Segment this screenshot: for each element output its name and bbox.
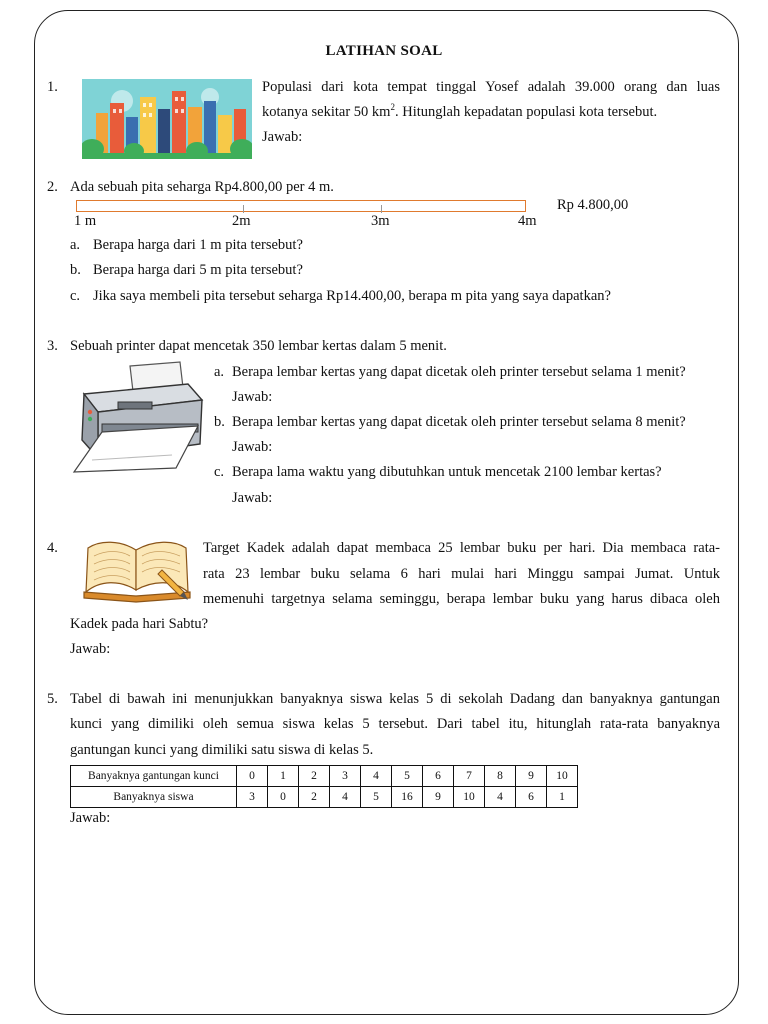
table-cell: 2 [299,787,330,808]
open-book-icon [80,540,194,604]
q4-text-line3: memenuhi targetnya selama seminggu, berapa lembar buku yang harus dibaca oleh [203,591,720,607]
page-border [34,10,739,1015]
city-skyline-icon [82,79,252,159]
table-cell: 16 [392,787,423,808]
q2a-text: Berapa harga dari 1 m pita tersebut? [93,237,303,253]
ruler-label: 1 m [74,213,97,229]
ribbon-bar [76,200,526,212]
q2b-letter: b. [70,262,81,278]
q3c-text: Berapa lama waktu yang dibutuhkan untuk mencetak 2100 lembar kertas? [232,464,662,480]
q3a-answer-label: Jawab: [232,389,273,405]
ribbon-tick [381,205,382,213]
q4-number: 4. [47,540,58,556]
q3-text: Sebuah printer dapat mencetak 350 lembar kertas dalam 5 menit. [70,338,447,354]
q3c-letter: c. [214,464,225,480]
q1-superscript: 2 [390,102,395,113]
q2a-letter: a. [70,237,81,253]
q5-text-line1: Tabel di bawah ini menunjukkan banyaknya siswa kelas 5 di sekolah Dadang dan banyaknya gantungan [70,691,720,707]
ribbon-price-label: Rp 4.800,00 [557,197,629,213]
q1-text-line2 [262,100,720,125]
table-cell: 3 [237,787,268,808]
printer-icon [72,360,210,480]
table-cell: 10 [547,766,578,787]
ruler-label: 3m [371,213,390,229]
keychain-frequency-table [70,765,578,808]
q2c-letter: c. [70,288,81,304]
q3-number: 3. [47,338,58,354]
q2b-text: Berapa harga dari 5 m pita tersebut? [93,262,303,278]
table-cell: 3 [330,766,361,787]
q2-number: 2. [47,179,58,195]
table-cell: 6 [516,787,547,808]
q3c-answer-label: Jawab: [232,490,273,506]
q2c-text: Jika saya membeli pita tersebut seharga Rp14.400,00, berapa m pita yang saya dapatkan? [93,288,611,304]
table-cell: 6 [423,766,454,787]
table-cell: 4 [485,787,516,808]
q1-text-line1: Populasi dari kota tempat tinggal Yosef adalah 39.000 orang dan luas [262,79,720,95]
table-row [71,766,578,787]
q3a-letter: a. [214,364,225,380]
q3b-text: Berapa lembar kertas yang dapat dicetak oleh printer tersebut selama 8 menit? [232,414,686,430]
q4-answer-label: Jawab: [70,641,111,657]
q1-number: 1. [47,79,58,95]
q5-text-line2: kunci yang dimiliki oleh semua siswa kelas 5 tersebut. Dari tabel itu, hitunglah rata-rata banyaknya [70,716,720,732]
table-row-header: Banyaknya siswa [71,787,237,808]
q5-answer-label: Jawab: [70,810,111,826]
ruler-label: 2m [232,213,251,229]
q2-text: Ada sebuah pita seharga Rp4.800,00 per 4 m. [70,179,334,195]
q1-line2-rest: . Hitunglah kepadatan populasi kota tersebut. [394,104,658,120]
q5-number: 5. [47,691,58,707]
table-cell: 10 [454,787,485,808]
table-cell: 2 [299,766,330,787]
table-cell: 1 [268,766,299,787]
table-cell: 5 [392,766,423,787]
q4-text-line4: Kadek pada hari Sabtu? [70,616,209,632]
table-cell: 8 [485,766,516,787]
ruler-label: 4m [518,213,537,229]
q4-text-line2: rata 23 lembar buku selama 6 hari mulai hari Minggu sampai Jumat. Untuk [203,566,720,582]
table-cell: 4 [361,766,392,787]
table-cell: 0 [268,787,299,808]
table-cell: 9 [423,787,454,808]
table-cell: 4 [330,787,361,808]
table-cell: 7 [454,766,485,787]
table-cell: 9 [516,766,547,787]
q3b-letter: b. [214,414,225,430]
q1-answer-label: Jawab: [262,129,303,145]
q4-text-line1: Target Kadek adalah dapat membaca 25 lembar buku per hari. Dia membaca rata- [203,540,720,556]
table-cell: 5 [361,787,392,808]
page-title: LATIHAN SOAL [325,43,443,59]
table-row-header: Banyaknya gantungan kunci [71,766,237,787]
q1-line2-text: kotanya sekitar 50 km [262,104,391,120]
table-row [71,787,578,808]
q5-text-line3: gantungan kunci yang dimiliki satu siswa di kelas 5. [70,742,374,758]
q3b-answer-label: Jawab: [232,439,273,455]
ribbon-tick [243,205,244,213]
table-cell: 0 [237,766,268,787]
table-cell: 1 [547,787,578,808]
q3a-text: Berapa lembar kertas yang dapat dicetak oleh printer tersebut selama 1 menit? [232,364,686,380]
